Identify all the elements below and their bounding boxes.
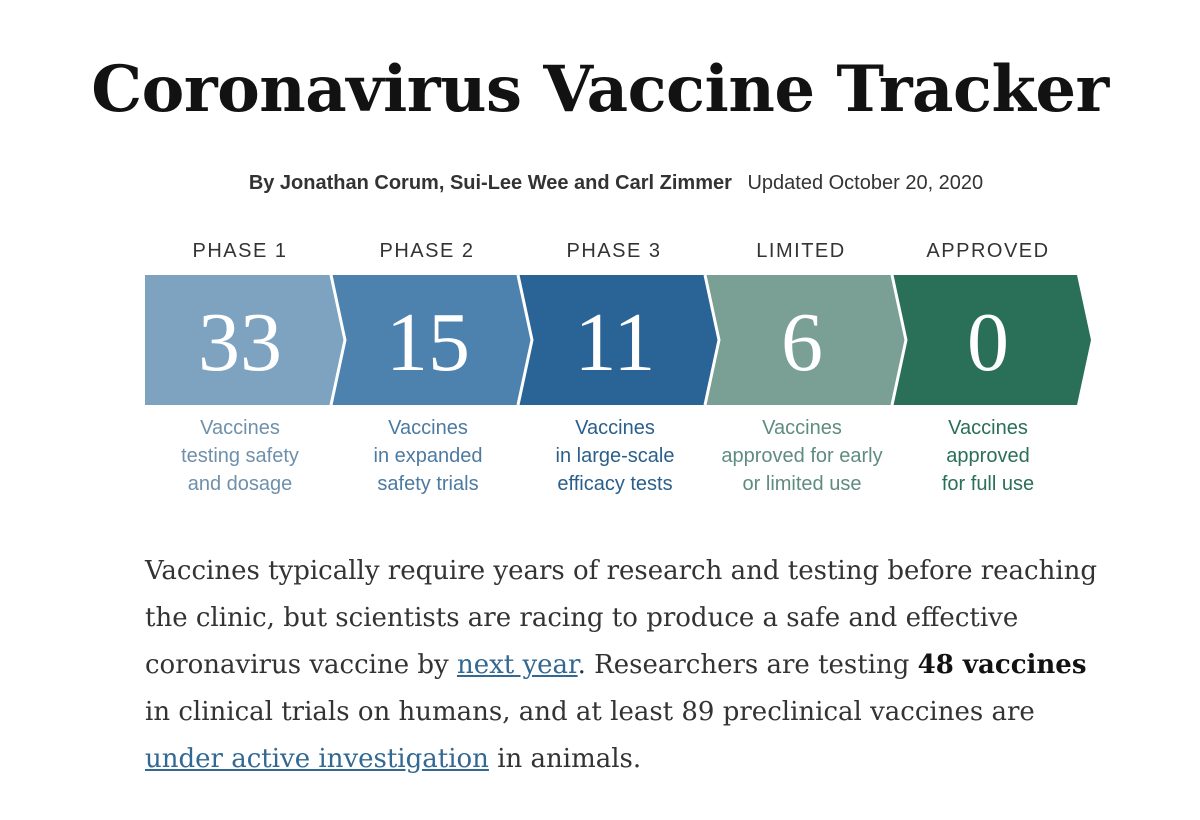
vaccine-count-highlight: 48 vaccines: [917, 650, 1087, 680]
description-line: Vaccines: [762, 417, 842, 439]
description-line: Vaccines: [388, 417, 468, 439]
phase-3-count: 11: [574, 296, 656, 389]
paragraph-text: in animals.: [488, 744, 642, 774]
description-line: Vaccines: [948, 417, 1028, 439]
description-line: in large-scale: [555, 445, 675, 467]
phase-label-approved: APPROVED: [926, 240, 1050, 262]
description-line: approved: [946, 445, 1030, 467]
intro-paragraph: [145, 548, 1105, 783]
limited-count: 6: [781, 296, 823, 389]
byline-authors: By Jonathan Corum, Sui-Lee Wee and Carl Zimmer: [248, 172, 732, 194]
phase-label-1: PHASE 1: [192, 240, 288, 262]
description-line: safety trials: [377, 473, 479, 495]
page-title: Coronavirus Vaccine Tracker: [91, 52, 1109, 127]
limited-description: [704, 414, 900, 498]
next-year-link[interactable]: next year: [456, 650, 578, 680]
description-line: in expanded: [373, 445, 483, 467]
under-active-investigation-link[interactable]: under active investigation: [145, 744, 489, 774]
description-line: and dosage: [187, 473, 293, 495]
updated-date: Updated October 20, 2020: [747, 172, 984, 194]
paragraph-text: . Researchers are testing: [577, 650, 918, 680]
description-line: Vaccines: [575, 417, 655, 439]
description-line: efficacy tests: [557, 473, 673, 495]
description-line: testing safety: [181, 445, 299, 467]
phase-label-limited: LIMITED: [756, 240, 846, 262]
approved-count: 0: [967, 296, 1009, 389]
phase-3-description: [517, 414, 713, 498]
phase-label-2: PHASE 2: [379, 240, 475, 262]
approved-description: [890, 414, 1086, 498]
phase-2-description: [330, 414, 526, 498]
phase-1-count: 33: [198, 296, 282, 389]
description-line: or limited use: [742, 473, 862, 495]
description-line: approved for early: [721, 445, 883, 467]
phase-label-3: PHASE 3: [566, 240, 662, 262]
paragraph-text: Vaccines typically require years of research and testing before reaching the clinic, but scientists are racing to produce a safe and effective coronavirus vaccine by: [145, 556, 1098, 680]
phase-2-count: 15: [386, 296, 470, 389]
description-line: for full use: [941, 473, 1035, 495]
paragraph-text: in clinical trials on humans, and at least 89 preclinical vaccines are: [145, 697, 1035, 727]
description-line: Vaccines: [200, 417, 280, 439]
stage-descriptions: [145, 414, 1105, 504]
phase-1-description: [142, 414, 338, 498]
